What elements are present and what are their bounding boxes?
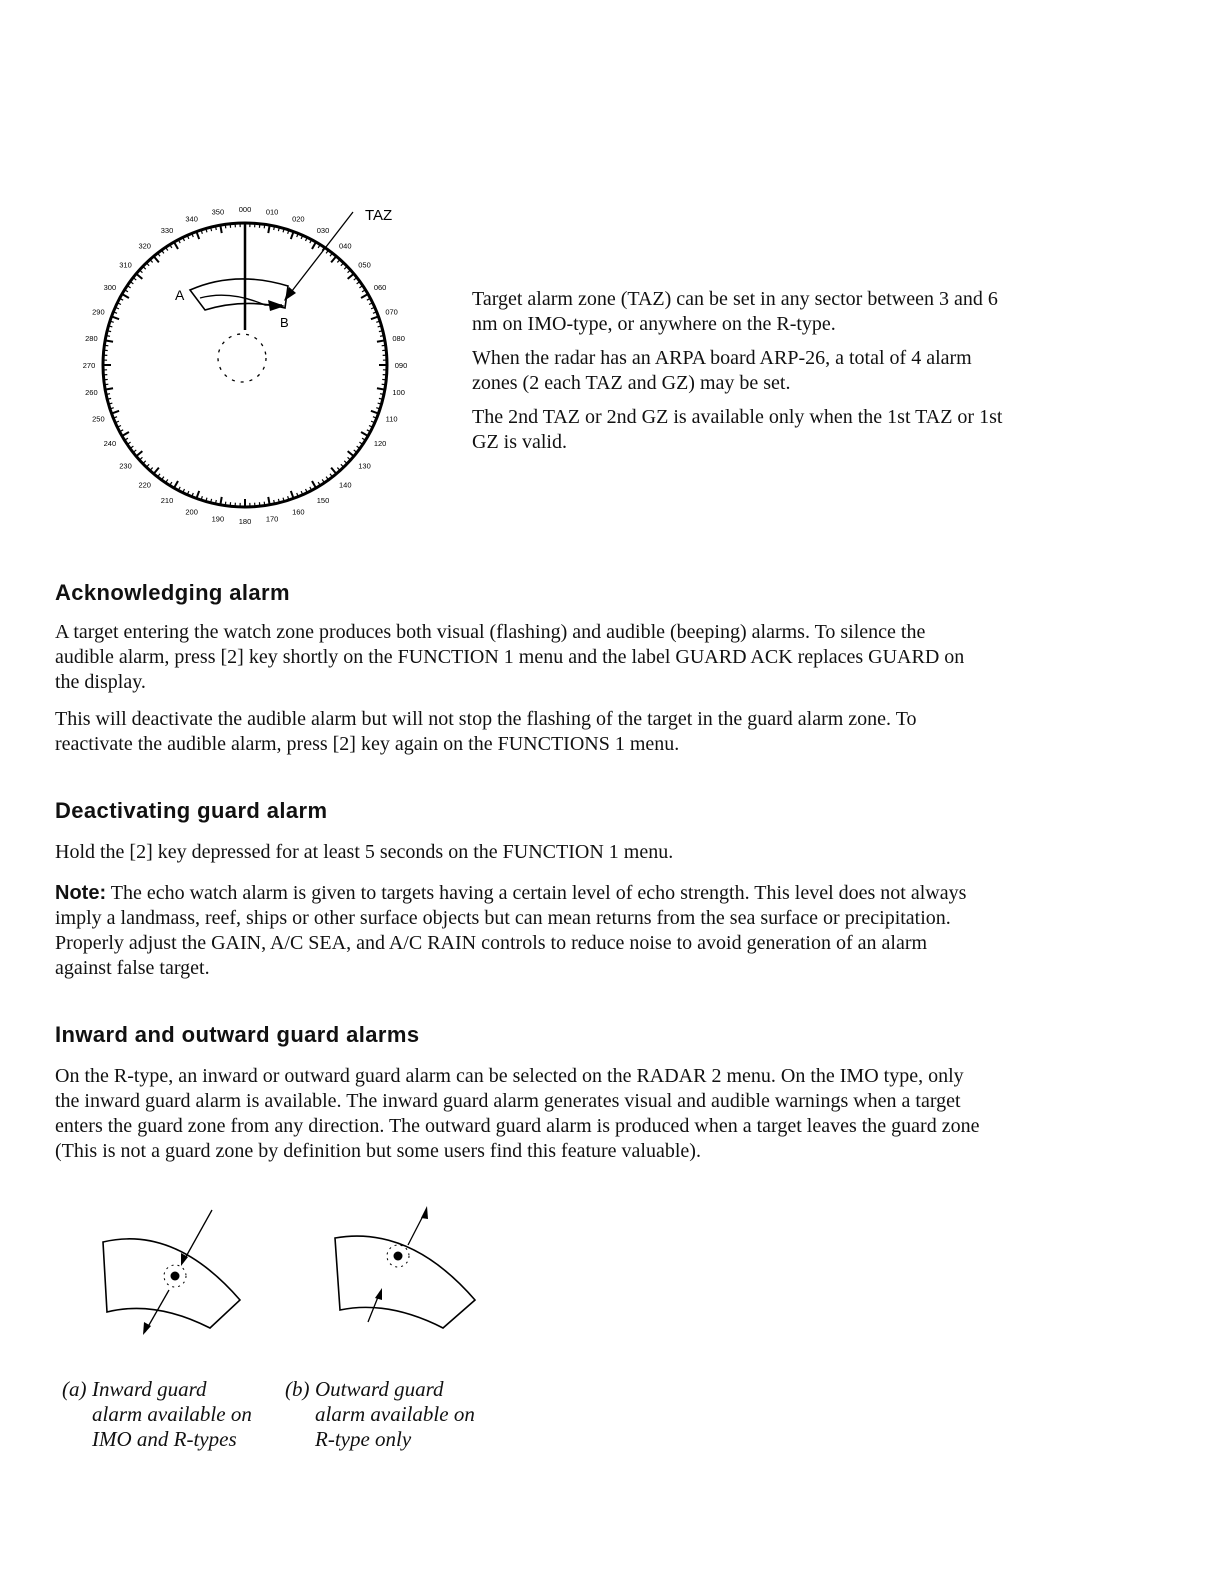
bearing-tick (331, 256, 336, 262)
bearing-tick (348, 274, 354, 279)
caption-b-line-1: Outward guard (315, 1377, 444, 1401)
bearing-label: 350 (211, 207, 225, 217)
bearing-tick (105, 340, 113, 341)
bearing-label: 100 (392, 388, 405, 398)
bearing-tick (215, 500, 216, 504)
bearing-label: 270 (82, 361, 96, 370)
inward-entry-line (183, 1210, 212, 1262)
bearing-tick (312, 242, 316, 249)
ack-paragraph-1: A target entering the watch zone produces both visual (flashing) and audible (beeping) alarms. To silence the audible alarm, press [2] key shortly on the FUNCTION 1 menu and the label GUARD ACK replaces GUARD on the display. (55, 621, 965, 693)
deact-paragraph-1: Hold the [2] key depressed for at least 5 seconds on the FUNCTION 1 menu. (55, 841, 674, 863)
bearing-label: 080 (392, 333, 405, 343)
bearing-label: 220 (138, 480, 151, 490)
caption-inward (62, 1377, 252, 1452)
bearing-label: 140 (339, 480, 352, 490)
bearing-tick (225, 502, 226, 506)
inout-paragraph-1: On the R-type, an inward or outward guard alarm can be selected on the RADAR 2 menu. On the IMO type, only the inward guard alarm is available. The inward guard alarm generates visual and audible warnings when a target enters the guard zone from any direction. The outward guard alarm is produced when a target leaves the guard zone (This is not a guard zone by definition but some users find this feature valuable). (55, 1065, 980, 1162)
note-text: The echo watch alarm is given to targets having a certain level of echo strength. This level does not always imply a landmass, reef, ships or other surface objects but can mean returns from the sea surface or precipitation. Properly adjust the GAIN, A/C SEA, and A/C RAIN controls to reduce noise to avoid generation of an alarm against false target. (55, 882, 967, 979)
bearing-tick (264, 502, 265, 506)
bearing-tick (122, 294, 129, 298)
bearing-tick (136, 451, 142, 456)
bearing-tick (348, 451, 354, 456)
bearing-label: 200 (185, 507, 198, 517)
bearing-tick (382, 384, 386, 385)
bearing-label: 030 (316, 225, 330, 235)
bearing-label: 330 (160, 225, 174, 235)
bearing-tick (377, 388, 385, 389)
ack-paragraph-2: This will deactivate the audible alarm but will not stop the flashing of the target in the guard alarm zone. To reactivate the audible alarm, press [2] key again on the FUNCTIONS 1 menu. (55, 708, 917, 755)
bearing-label: 090 (394, 361, 408, 370)
bearing-label: 340 (185, 214, 198, 224)
bearing-label: 050 (358, 260, 371, 270)
intro-paragraph-2: When the radar has an ARPA board ARP-26, a total of 4 alarm zones (2 each TAZ and GZ) may be set. (472, 347, 972, 394)
bearing-tick (154, 256, 159, 262)
intro-paragraph-3: The 2nd TAZ or 2nd GZ is available only when the 1st TAZ or 1st GZ is valid. (472, 406, 1003, 453)
bearing-tick (274, 226, 275, 230)
bearing-tick (174, 242, 178, 249)
inward-guard-diagram (95, 1200, 265, 1340)
bearing-label: 300 (103, 283, 117, 292)
caption-a-line-2: alarm available on (92, 1402, 252, 1426)
bearing-label: 020 (292, 214, 305, 224)
target-echo-icon (394, 1252, 403, 1261)
bearing-label: 240 (103, 439, 117, 448)
bearing-tick (274, 500, 275, 504)
bearing-tick (112, 411, 120, 414)
bearing-label: 070 (385, 307, 398, 317)
bearing-label: 190 (211, 514, 225, 524)
point-b-label: B (280, 315, 289, 330)
caption-b-line-3: R-type only (315, 1427, 412, 1451)
bearing-tick (196, 232, 199, 240)
caption-a-line-1: Inward guard (92, 1377, 207, 1401)
bearing-label: 310 (119, 260, 132, 270)
bearing-tick (361, 432, 368, 436)
bearing-tick (291, 232, 294, 240)
bearing-tick (112, 316, 120, 319)
bearing-label: 230 (119, 461, 132, 471)
outward-guard-diagram (330, 1200, 500, 1340)
heading-acknowledging-alarm: Acknowledging alarm (55, 580, 290, 605)
bearing-tick (371, 411, 379, 414)
bearing-label: 160 (292, 507, 305, 517)
arrowhead-b (268, 300, 285, 311)
outward-guard-sector (335, 1236, 475, 1328)
bearing-label: 010 (265, 207, 279, 217)
radar-figure (60, 190, 430, 540)
bearing-tick (268, 497, 269, 505)
bearing-label: 320 (138, 241, 151, 251)
point-a-label: A (175, 287, 185, 303)
bearing-tick (361, 294, 368, 298)
bearing-tick (154, 468, 159, 474)
bearing-label: 290 (92, 307, 105, 317)
bearing-label: 000 (238, 205, 252, 214)
bearing-tick (268, 225, 269, 233)
bearing-tick (174, 481, 178, 488)
outward-approach-arrowhead (375, 1288, 382, 1300)
target-echo-icon (171, 1272, 180, 1281)
bearing-tick (225, 224, 226, 228)
taz-label: TAZ (365, 207, 393, 224)
bearing-label: 060 (373, 283, 387, 292)
bearing-tick (105, 388, 113, 389)
intro-paragraph-1: Target alarm zone (TAZ) can be set in any sector between 3 and 6 nm on IMO-type, or anywhere on the R-type. (472, 288, 998, 335)
bearing-label: 250 (92, 414, 105, 424)
bearing-tick (371, 316, 379, 319)
caption-b-line-2: alarm available on (315, 1402, 475, 1426)
bearing-tick (220, 225, 221, 233)
bearing-label: 170 (265, 514, 279, 524)
caption-b-tag: (b) (285, 1377, 310, 1401)
bearing-tick (382, 345, 386, 346)
note-paragraph (55, 881, 980, 981)
heading-inward-outward-guard-alarms: Inward and outward guard alarms (55, 1022, 420, 1047)
caption-a-line-3: IMO and R-types (92, 1427, 237, 1451)
bearing-tick (104, 384, 108, 385)
bearing-label: 260 (85, 388, 98, 398)
bearing-tick (377, 340, 385, 341)
bearing-tick (106, 394, 110, 395)
note-label: Note: (55, 882, 107, 904)
bearing-tick (106, 335, 110, 336)
bearing-label: 110 (385, 414, 398, 424)
bearing-tick (136, 274, 142, 279)
bearing-tick (291, 491, 294, 499)
inward-guard-sector (103, 1239, 240, 1328)
bearing-label: 180 (238, 517, 252, 526)
bearing-label: 210 (160, 496, 174, 506)
bearing-tick (196, 491, 199, 499)
bearing-tick (264, 224, 265, 228)
inner-range-circle (218, 334, 266, 382)
bearing-tick (380, 335, 384, 336)
bearing-tick (312, 481, 316, 488)
bearing-label: 120 (373, 439, 387, 448)
bearing-tick (122, 432, 129, 436)
bearing-tick (215, 226, 216, 230)
bearing-tick (380, 394, 384, 395)
bearing-tick (331, 468, 336, 474)
bearing-label: 150 (316, 496, 330, 506)
bearing-label: 280 (85, 333, 98, 343)
bearing-label: 040 (339, 241, 352, 251)
bearing-label: 130 (358, 461, 371, 471)
heading-deactivating-guard-alarm: Deactivating guard alarm (55, 798, 328, 823)
caption-a-tag: (a) (62, 1377, 87, 1401)
outward-exit-arrowhead (421, 1206, 428, 1219)
bearing-tick (104, 345, 108, 346)
bearing-tick (220, 497, 221, 505)
caption-outward (285, 1377, 475, 1452)
